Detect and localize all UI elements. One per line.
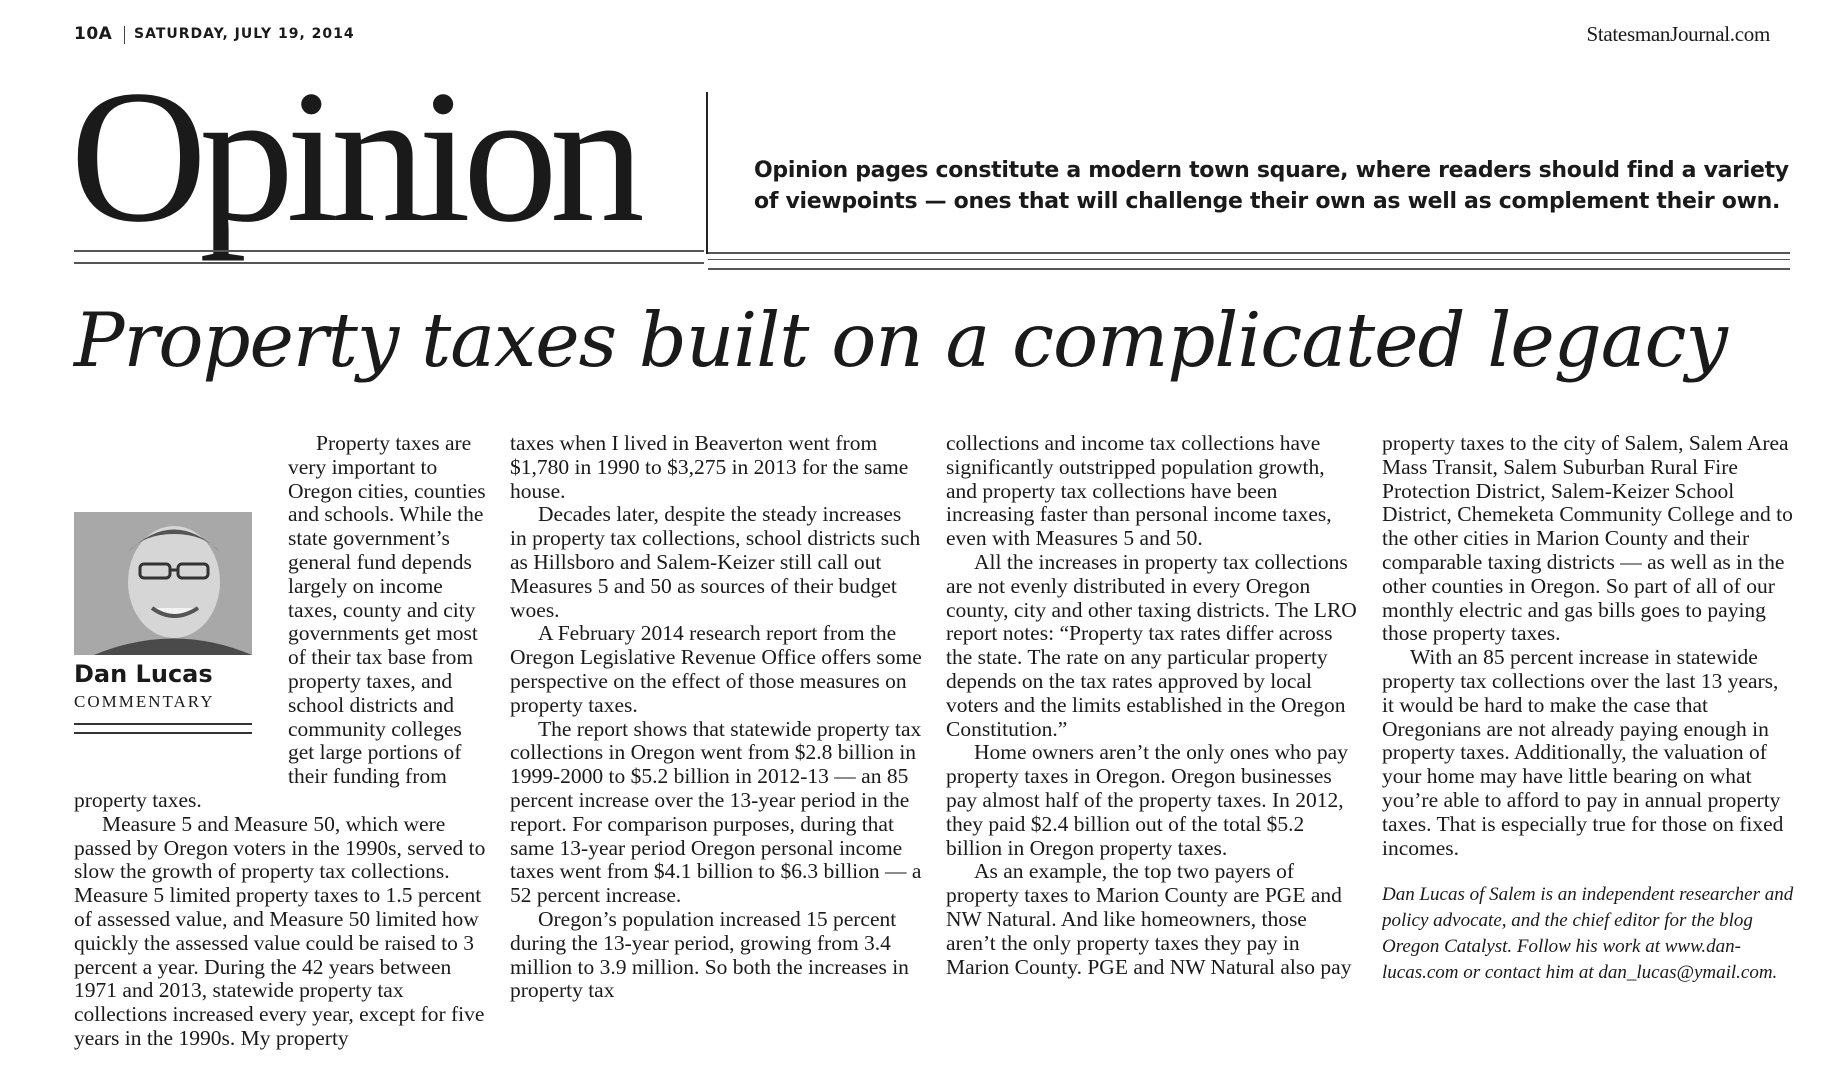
article-column-4 [1382, 432, 1794, 1082]
byline-rule [74, 723, 252, 734]
section-tagline: Opinion pages constitute a modern town square, where readers should find a variety of viewpoints — ones that will challenge their own as well as complement their own. [754, 158, 1789, 214]
paragraph: collections and income tax collections have significantly outstripped population growth, and property tax collections have been increasing faster than personal income taxes, even with Measures 5 and 50. [946, 432, 1332, 551]
article-column-2 [510, 432, 922, 1082]
author-box [74, 506, 274, 768]
paragraph: taxes when I lived in Beaverton went from $1,780 in 1990 to $3,275 in 2013 for the same house. [510, 432, 909, 503]
folio-bar [74, 20, 1770, 50]
page-number: 10A [74, 24, 113, 44]
article-column-3 [946, 432, 1358, 1082]
site-name: StatesmanJournal.com [1586, 22, 1770, 46]
paragraph: A February 2014 research report from the Oregon Legislative Revenue Office offers some perspective on the effect of those measures on property taxes. [510, 621, 922, 717]
paragraph: All the increases in property tax collections are not evenly distributed in every Oregon county, city and other taxing districts. The LRO report notes: “Property tax rates differ across the state. The rate on any particular property depends on the tax rates approved by local voters and the limits established in the Oregon Constitution.” [946, 549, 1357, 741]
paragraph: property taxes to the city of Salem, Salem Area Mass Transit, Salem Suburban Rural Fire Protection District, Salem-Keizer School District, Chemeketa Community College and to the other cities in Marion County and their comparable taxing districts — as well as in the other counties in Oregon. So part of all of our monthly electric and gas bills goes to paying those property taxes. [1382, 432, 1793, 646]
article-headline: Property taxes built on a complicated legacy [74, 296, 1727, 384]
issue-date: SATURDAY, JULY 19, 2014 [134, 26, 355, 42]
section-title: Opinion [70, 52, 637, 262]
paragraph: Measure 5 and Measure 50, which were passed by Oregon voters in the 1990s, served to slow the growth of property tax collections. Measure 5 limited property taxes to 1.5 percent of assessed value, and Measure 50 limited how quickly the assessed value could be raised to 3 percent a year. During the 42 years between 1971 and 2013, statewide property tax collections increased every year, except for five years in the 1990s. My property [74, 811, 486, 1050]
paragraph: Property taxes are very important to Oregon cities, counties and schools. While the state government’s general fund depends largely on income taxes, county and city governments get most of their tax base from property taxes, and school districts and community colleges get large portions of their funding from property taxes. [74, 432, 486, 812]
section-rule-right [708, 252, 1790, 270]
paragraph: Decades later, despite the steady increases in property tax collections, school districts such as Hillsboro and Salem-Keizer still call out Measures 5 and 50 as sources of their budget woes. [510, 502, 921, 622]
article-column-1 [74, 432, 486, 1082]
author-photo [74, 512, 252, 655]
folio-divider [124, 26, 125, 44]
paragraph: As an example, the top two payers of property taxes to Marion County are PGE and NW Natural. And like homeowners, those aren’t the only property taxes they pay in Marion County. PGE and NW Natural also pay [946, 859, 1352, 979]
paragraph: The report shows that statewide property tax collections in Oregon went from $2.8 billion in 1999-2000 to $5.2 billion in 2012-13 — an 85 percent increase over the 13-year period in the report. For comparison purposes, during that same 13-year period Oregon personal income taxes went from $4.1 billion to $6.3 billion — a 52 percent increase. [510, 716, 922, 908]
paragraph: With an 85 percent increase in statewide property tax collections over the last 13 years, it would be hard to make the case that Oregonians are not already paying enough in property taxes. Additionally, the valuation of your home may have little bearing on what you’re able to afford to pay in annual property taxes. That is especially true for those on fixed incomes. [1382, 645, 1784, 860]
paragraph: Oregon’s population increased 15 percent during the 13-year period, growing from 3.4 million to 3.9 million. So both the increases in property tax [510, 906, 909, 1003]
author-role: COMMENTARY [74, 692, 215, 711]
author-tagline: Dan Lucas of Salem is an independent researcher and policy advocate, and the chief editor for the blog Oregon Catalyst. Follow his work at www.dan-lucas.com or contact him at dan_lucas@ymail.com. [1382, 884, 1794, 984]
section-divider [706, 92, 708, 254]
section-rule-left [74, 250, 704, 264]
paragraph: Home owners aren’t the only ones who pay property taxes in Oregon. Oregon businesses pay almost half of the property taxes. In 2012, they paid $2.4 billion out of the total $5.2 billion in Oregon property taxes. [946, 740, 1348, 860]
author-name: Dan Lucas [74, 660, 213, 688]
